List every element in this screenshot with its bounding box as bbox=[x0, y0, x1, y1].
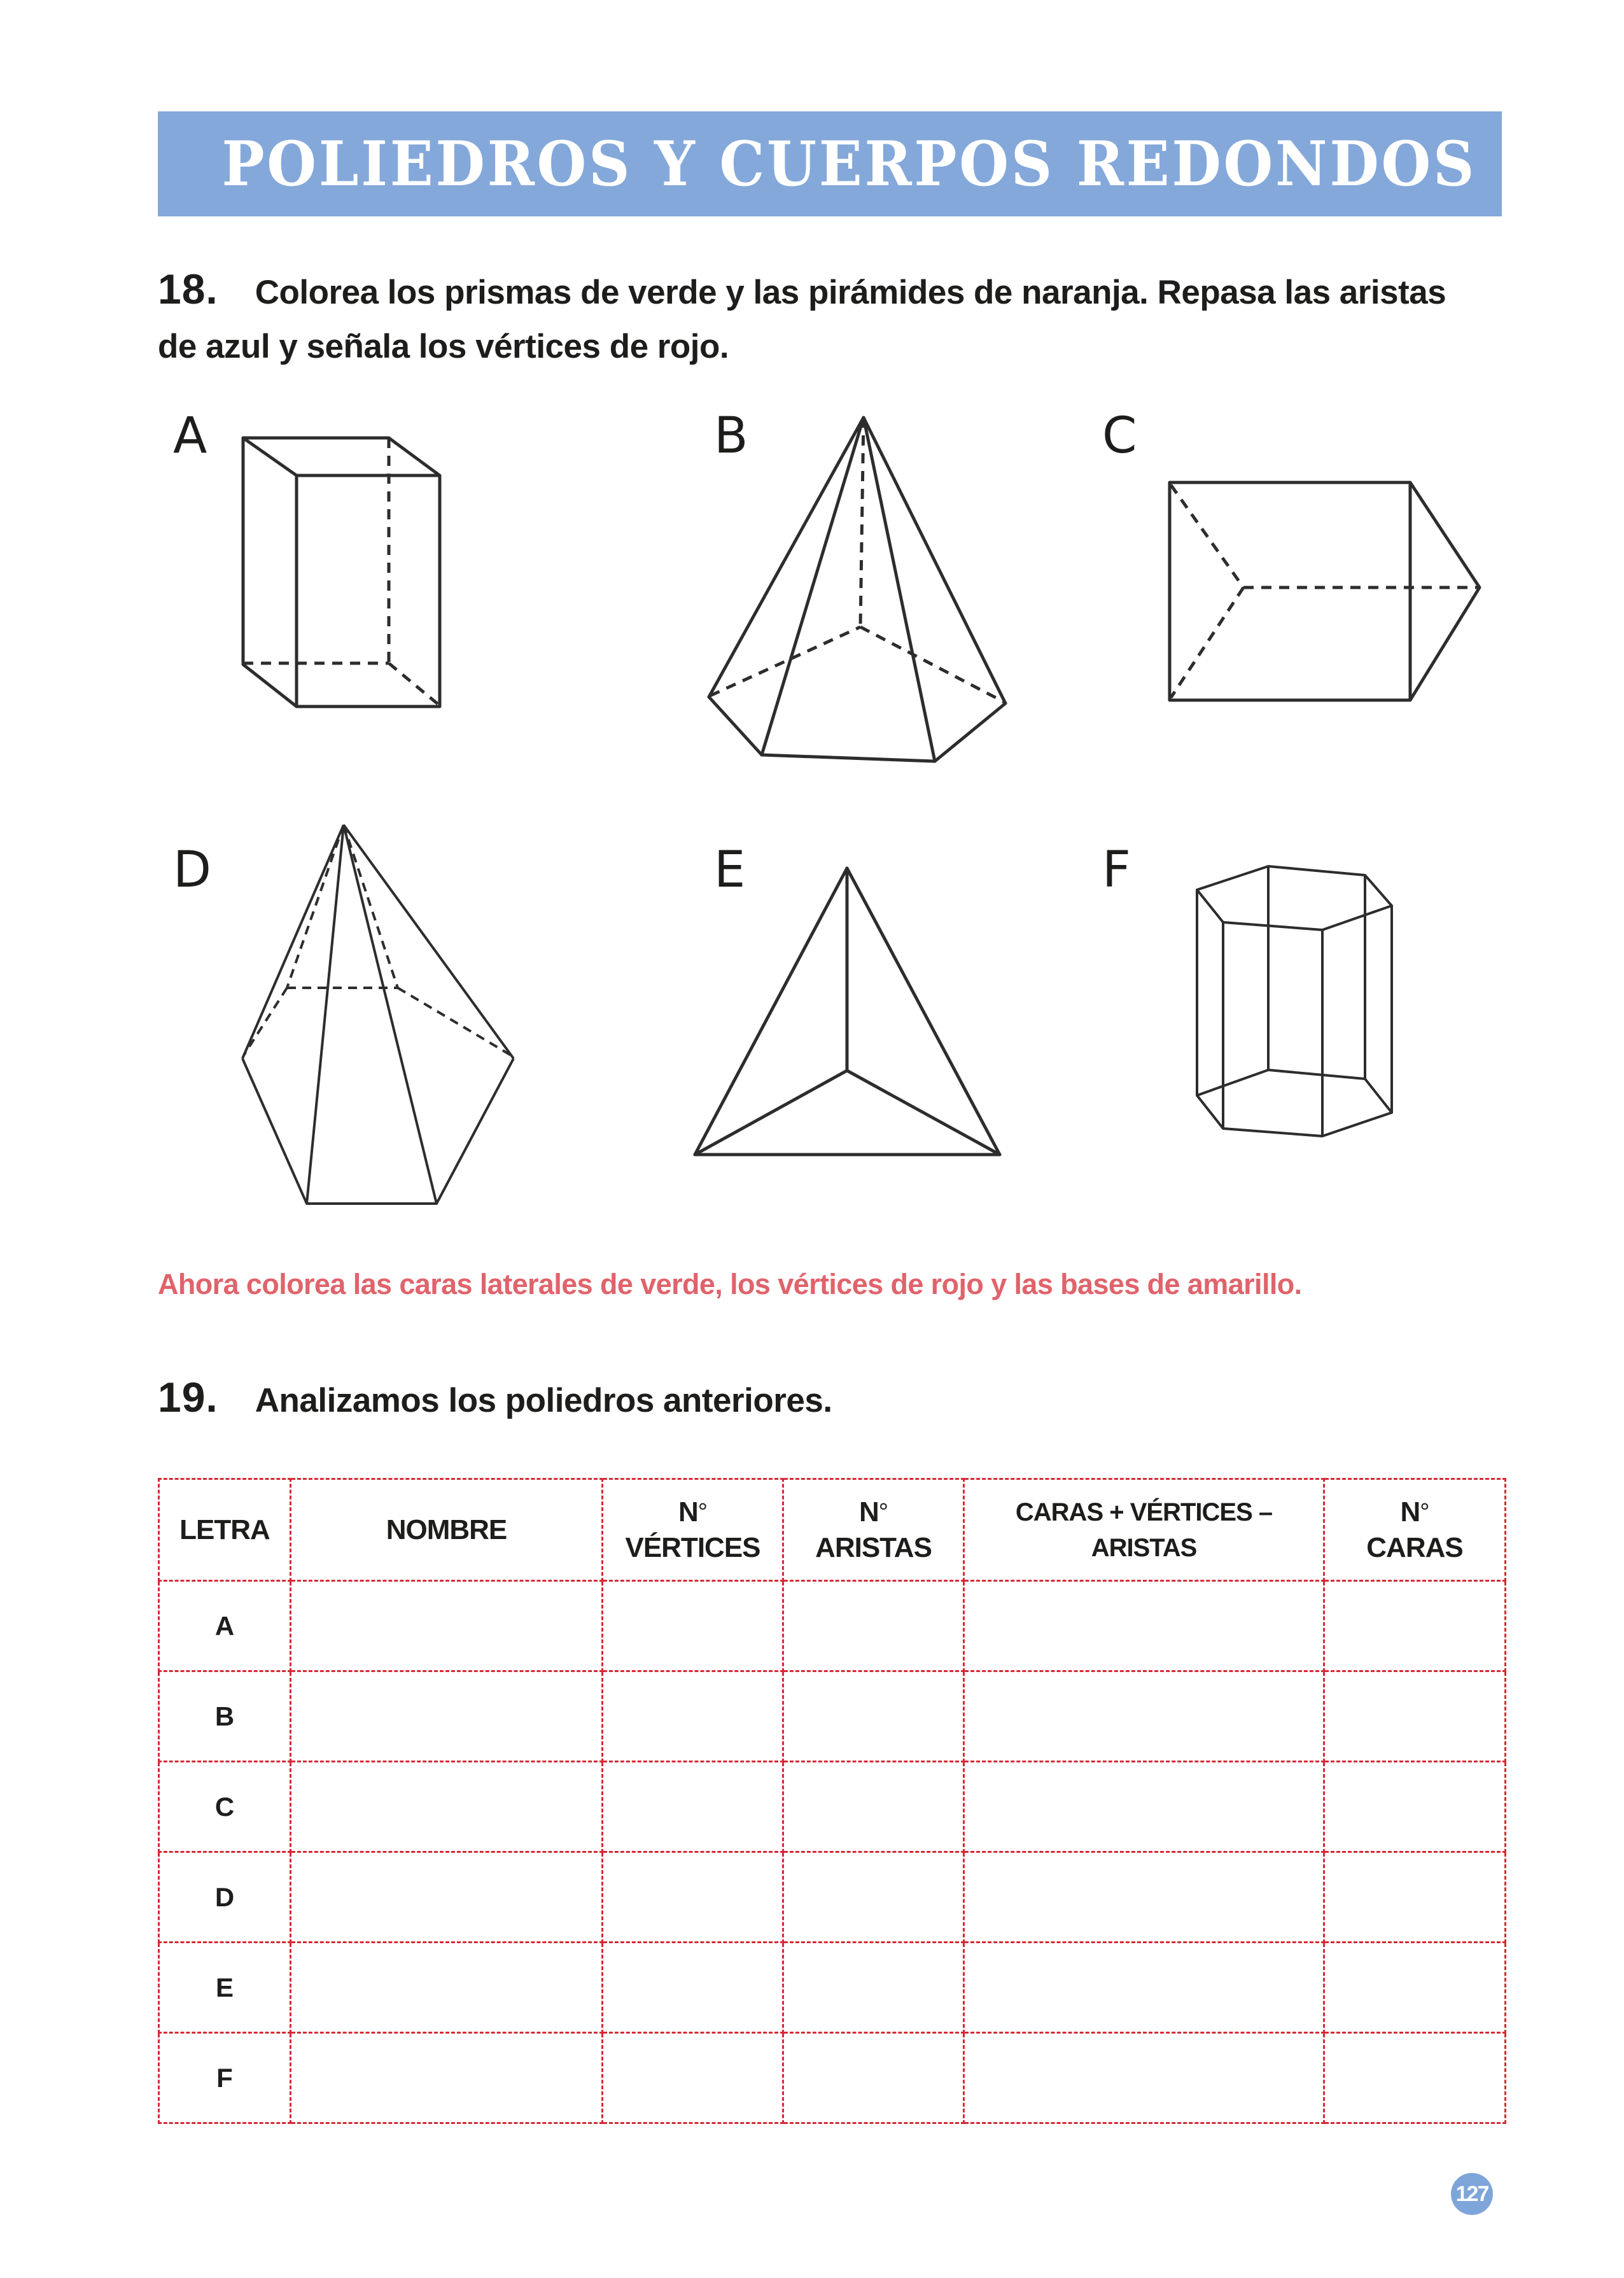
cell-nombre[interactable] bbox=[291, 2033, 603, 2123]
cell-caras[interactable] bbox=[1324, 1852, 1506, 1943]
degree-sign: ° bbox=[1420, 1498, 1429, 1526]
exercise-instruction: Analizamos los poliedros anteriores. bbox=[255, 1382, 832, 1419]
degree-sign: ° bbox=[697, 1498, 707, 1526]
cell-aristas[interactable] bbox=[783, 1852, 964, 1943]
degree-sign: ° bbox=[878, 1498, 888, 1526]
row-letter: F bbox=[159, 2033, 291, 2123]
figure-a-rectangular-prism bbox=[243, 438, 440, 707]
header-vertices-label: VÉRTICES bbox=[625, 1531, 760, 1563]
row-letter: B bbox=[159, 1671, 291, 1762]
cell-caras[interactable] bbox=[1324, 1671, 1506, 1762]
figure-e-triangular-pyramid bbox=[695, 868, 1000, 1155]
exercise-19 bbox=[158, 1372, 1303, 1435]
header-caras bbox=[1324, 1479, 1506, 1581]
cell-vertices[interactable] bbox=[603, 1671, 783, 1762]
figure-label-b: B bbox=[714, 407, 748, 465]
cell-vertices[interactable] bbox=[603, 1762, 783, 1852]
cell-vertices[interactable] bbox=[603, 1581, 783, 1671]
header-aristas bbox=[783, 1479, 964, 1581]
row-letter: A bbox=[159, 1581, 291, 1671]
header-aristas-label: ARISTAS bbox=[815, 1531, 932, 1563]
table-row bbox=[159, 1581, 1506, 1671]
cell-euler[interactable] bbox=[964, 1762, 1324, 1852]
figure-label-a: A bbox=[173, 407, 207, 465]
header-vertices-prefix: N bbox=[678, 1496, 698, 1528]
cell-nombre[interactable] bbox=[291, 1762, 603, 1852]
cell-vertices[interactable] bbox=[603, 1943, 783, 2033]
header-letra bbox=[159, 1479, 291, 1581]
table-header-row bbox=[159, 1479, 1506, 1581]
header-nombre-label: NOMBRE bbox=[386, 1514, 507, 1545]
cell-aristas[interactable] bbox=[783, 1581, 964, 1671]
cell-nombre[interactable] bbox=[291, 1581, 603, 1671]
exercise-number: 18. bbox=[158, 265, 218, 313]
figure-label-e: E bbox=[714, 841, 746, 899]
row-letter: E bbox=[159, 1943, 291, 2033]
exercise-instruction: Colorea los prismas de verde y las pirámides de naranja. Repasa las aristas de azul y señala los vértices de rojo. bbox=[158, 274, 1446, 365]
figure-c-triangular-prism bbox=[1170, 482, 1480, 700]
cell-caras[interactable] bbox=[1324, 1943, 1506, 2033]
cell-aristas[interactable] bbox=[783, 2033, 964, 2123]
table-row bbox=[159, 2033, 1506, 2123]
table-row bbox=[159, 1943, 1506, 2033]
table-row bbox=[159, 1762, 1506, 1852]
cell-euler[interactable] bbox=[964, 1671, 1324, 1762]
polyhedra-analysis-table bbox=[158, 1478, 1506, 2124]
cell-vertices[interactable] bbox=[603, 1852, 783, 1943]
cell-euler[interactable] bbox=[964, 1852, 1324, 1943]
header-euler bbox=[964, 1479, 1324, 1581]
table-row bbox=[159, 1852, 1506, 1943]
header-nombre bbox=[291, 1479, 603, 1581]
page-title: POLIEDROS Y CUERPOS REDONDOS bbox=[221, 128, 1477, 200]
cell-caras[interactable] bbox=[1324, 2033, 1506, 2123]
cell-euler[interactable] bbox=[964, 1943, 1324, 2033]
table-row bbox=[159, 1671, 1506, 1762]
header-euler-label: CARAS + VÉRTICES – ARISTAS bbox=[1015, 1498, 1273, 1562]
row-letter: C bbox=[159, 1762, 291, 1852]
figure-label-f: F bbox=[1102, 841, 1131, 899]
header-caras-label: CARAS bbox=[1366, 1531, 1463, 1563]
figure-label-d: D bbox=[173, 841, 212, 899]
header-caras-prefix: N bbox=[1400, 1496, 1420, 1528]
figure-f-hexagonal-prism bbox=[1197, 866, 1392, 1136]
header-letra-label: LETRA bbox=[179, 1514, 270, 1545]
cell-aristas[interactable] bbox=[783, 1762, 964, 1852]
cell-nombre[interactable] bbox=[291, 1852, 603, 1943]
row-letter: D bbox=[159, 1852, 291, 1943]
cell-euler[interactable] bbox=[964, 2033, 1324, 2123]
header-vertices bbox=[603, 1479, 783, 1581]
exercise-number: 19. bbox=[158, 1374, 218, 1421]
cell-aristas[interactable] bbox=[783, 1671, 964, 1762]
cell-caras[interactable] bbox=[1324, 1581, 1506, 1671]
cell-nombre[interactable] bbox=[291, 1671, 603, 1762]
cell-caras[interactable] bbox=[1324, 1762, 1506, 1852]
coloring-note: Ahora colorea las caras laterales de verde, los vértices de rojo y las bases de amarillo. bbox=[158, 1268, 1302, 1300]
cell-aristas[interactable] bbox=[783, 1943, 964, 2033]
cell-nombre[interactable] bbox=[291, 1943, 603, 2033]
figure-label-c: C bbox=[1102, 407, 1137, 465]
figure-d-hexagonal-pyramid bbox=[242, 825, 514, 1204]
figure-b-pentagonal-pyramid bbox=[709, 418, 1005, 761]
cell-vertices[interactable] bbox=[603, 2033, 783, 2123]
page-number-badge: 127 bbox=[1451, 2173, 1493, 2215]
header-aristas-prefix: N bbox=[859, 1496, 879, 1528]
cell-euler[interactable] bbox=[964, 1581, 1324, 1671]
